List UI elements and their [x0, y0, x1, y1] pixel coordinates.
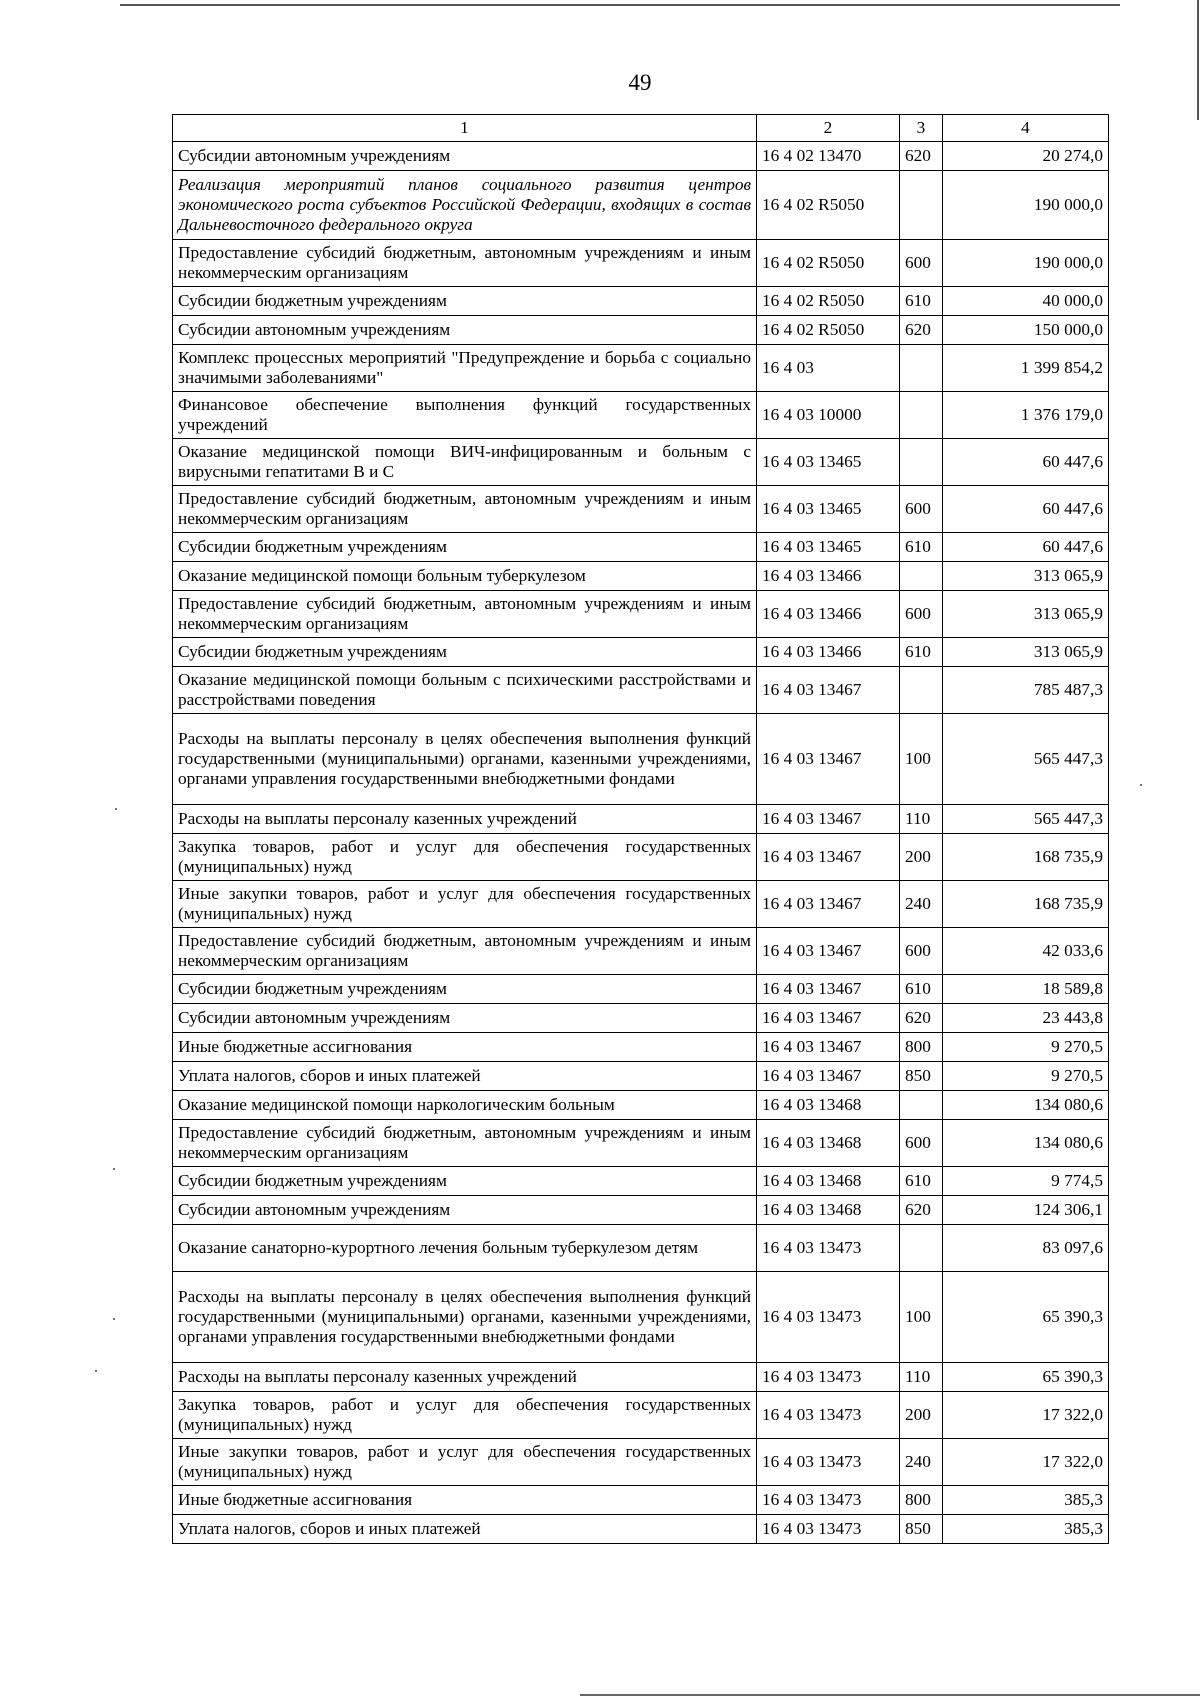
row-name-cell: Оказание медицинской помощи больным с психическими расстройствами и расстройствами поведения: [173, 667, 757, 714]
row-vr-cell: 620: [900, 142, 943, 171]
scan-speck: [1140, 784, 1142, 786]
row-sum-cell: 9 774,5: [943, 1167, 1109, 1196]
row-name-cell: Субсидии бюджетным учреждениям: [173, 533, 757, 562]
scan-speck: [95, 1370, 97, 1372]
row-sum-cell: 313 065,9: [943, 562, 1109, 591]
table-row: [173, 345, 1109, 392]
row-code-cell: 16 4 03 13473: [757, 1272, 900, 1363]
row-name-cell: Расходы на выплаты персоналу в целях обеспечения выполнения функций государственными (муниципальными) органами, казенными учреждениями, органами управления государственными внебюджетными фондами: [173, 714, 757, 805]
scan-speck: [113, 1318, 115, 1320]
table-row: [173, 1167, 1109, 1196]
row-name-cell: Субсидии автономным учреждениям: [173, 142, 757, 171]
row-sum-cell: 60 447,6: [943, 486, 1109, 533]
row-name-cell: Расходы на выплаты персоналу казенных учреждений: [173, 1363, 757, 1392]
row-sum-cell: 150 000,0: [943, 316, 1109, 345]
row-vr-cell: [900, 1225, 943, 1272]
row-name-cell: Оказание медицинской помощи больным туберкулезом: [173, 562, 757, 591]
row-code-cell: 16 4 03 13473: [757, 1486, 900, 1515]
table-row: [173, 1392, 1109, 1439]
row-vr-cell: [900, 562, 943, 591]
scan-speck: [115, 808, 117, 810]
row-name-cell: Предоставление субсидий бюджетным, автономным учреждениям и иным некоммерческим организациям: [173, 928, 757, 975]
row-code-cell: 16 4 03 13473: [757, 1225, 900, 1272]
row-vr-cell: 610: [900, 533, 943, 562]
row-code-cell: 16 4 03 13468: [757, 1091, 900, 1120]
row-vr-cell: 600: [900, 928, 943, 975]
row-sum-cell: 42 033,6: [943, 928, 1109, 975]
row-code-cell: 16 4 03 13465: [757, 486, 900, 533]
row-code-cell: 16 4 03 13468: [757, 1120, 900, 1167]
row-code-cell: 16 4 02 R5050: [757, 240, 900, 287]
row-code-cell: 16 4 03 13473: [757, 1363, 900, 1392]
row-sum-cell: 385,3: [943, 1486, 1109, 1515]
row-code-cell: 16 4 02 R5050: [757, 287, 900, 316]
row-code-cell: 16 4 03 13467: [757, 1033, 900, 1062]
row-vr-cell: 110: [900, 805, 943, 834]
row-code-cell: 16 4 03 10000: [757, 392, 900, 439]
row-code-cell: 16 4 03 13468: [757, 1167, 900, 1196]
table-row: [173, 240, 1109, 287]
row-code-cell: 16 4 03 13466: [757, 591, 900, 638]
row-code-cell: 16 4 03: [757, 345, 900, 392]
page-number: 49: [628, 70, 652, 95]
row-vr-cell: 240: [900, 881, 943, 928]
row-sum-cell: 134 080,6: [943, 1091, 1109, 1120]
row-vr-cell: 200: [900, 1392, 943, 1439]
row-sum-cell: 385,3: [943, 1515, 1109, 1544]
row-sum-cell: 65 390,3: [943, 1363, 1109, 1392]
row-vr-cell: 110: [900, 1363, 943, 1392]
row-sum-cell: 20 274,0: [943, 142, 1109, 171]
table-row: [173, 562, 1109, 591]
budget-table: [172, 114, 1109, 1544]
table-row: [173, 881, 1109, 928]
row-name-cell: Иные бюджетные ассигнования: [173, 1033, 757, 1062]
row-sum-cell: 40 000,0: [943, 287, 1109, 316]
row-code-cell: 16 4 03 13467: [757, 667, 900, 714]
table-row: [173, 975, 1109, 1004]
row-vr-cell: 600: [900, 1120, 943, 1167]
table-row: [173, 486, 1109, 533]
row-name-cell: Предоставление субсидий бюджетным, автономным учреждениям и иным некоммерческим организациям: [173, 591, 757, 638]
table-row: [173, 1091, 1109, 1120]
table-row: [173, 142, 1109, 171]
table-row: [173, 714, 1109, 805]
table-row: [173, 533, 1109, 562]
table-row: [173, 1062, 1109, 1091]
row-vr-cell: 100: [900, 1272, 943, 1363]
row-name-cell: Уплата налогов, сборов и иных платежей: [173, 1062, 757, 1091]
table-row: [173, 1272, 1109, 1363]
row-vr-cell: 800: [900, 1033, 943, 1062]
row-sum-cell: 23 443,8: [943, 1004, 1109, 1033]
row-name-cell: Предоставление субсидий бюджетным, автономным учреждениям и иным некоммерческим организациям: [173, 240, 757, 287]
table-row: [173, 1120, 1109, 1167]
table-row: [173, 1439, 1109, 1486]
row-code-cell: 16 4 03 13467: [757, 1062, 900, 1091]
table-row: [173, 1196, 1109, 1225]
row-vr-cell: 850: [900, 1515, 943, 1544]
row-code-cell: 16 4 02 R5050: [757, 316, 900, 345]
row-code-cell: 16 4 03 13467: [757, 805, 900, 834]
row-name-cell: Иные закупки товаров, работ и услуг для обеспечения государственных (муниципальных) нужд: [173, 1439, 757, 1486]
row-sum-cell: 785 487,3: [943, 667, 1109, 714]
row-sum-cell: 17 322,0: [943, 1439, 1109, 1486]
row-code-cell: 16 4 03 13467: [757, 714, 900, 805]
row-name-cell: Субсидии автономным учреждениям: [173, 1196, 757, 1225]
row-name-cell: Субсидии бюджетным учреждениям: [173, 975, 757, 1004]
row-vr-cell: 620: [900, 1196, 943, 1225]
row-vr-cell: 800: [900, 1486, 943, 1515]
row-sum-cell: 1 399 854,2: [943, 345, 1109, 392]
header-cell-name: 1: [173, 115, 757, 142]
row-name-cell: Оказание медицинской помощи наркологическим больным: [173, 1091, 757, 1120]
table-row: [173, 1363, 1109, 1392]
row-code-cell: 16 4 03 13465: [757, 533, 900, 562]
row-sum-cell: 9 270,5: [943, 1062, 1109, 1091]
row-sum-cell: 1 376 179,0: [943, 392, 1109, 439]
row-code-cell: 16 4 03 13467: [757, 834, 900, 881]
row-vr-cell: 610: [900, 287, 943, 316]
row-code-cell: 16 4 02 13470: [757, 142, 900, 171]
row-vr-cell: 610: [900, 975, 943, 1004]
table-row: [173, 316, 1109, 345]
table-row: [173, 1225, 1109, 1272]
row-sum-cell: 60 447,6: [943, 533, 1109, 562]
row-code-cell: 16 4 03 13473: [757, 1515, 900, 1544]
row-vr-cell: 240: [900, 1439, 943, 1486]
row-code-cell: 16 4 03 13468: [757, 1196, 900, 1225]
row-sum-cell: 9 270,5: [943, 1033, 1109, 1062]
table-row: [173, 1004, 1109, 1033]
table-row: [173, 1515, 1109, 1544]
header-cell-code: 2: [757, 115, 900, 142]
row-name-cell: Субсидии автономным учреждениям: [173, 316, 757, 345]
row-vr-cell: 610: [900, 638, 943, 667]
row-vr-cell: [900, 1091, 943, 1120]
row-sum-cell: 565 447,3: [943, 714, 1109, 805]
row-sum-cell: 313 065,9: [943, 591, 1109, 638]
table-row: [173, 392, 1109, 439]
table-row: [173, 834, 1109, 881]
row-vr-cell: 850: [900, 1062, 943, 1091]
row-code-cell: 16 4 03 13466: [757, 562, 900, 591]
table-row: [173, 805, 1109, 834]
row-name-cell: Закупка товаров, работ и услуг для обеспечения государственных (муниципальных) нужд: [173, 834, 757, 881]
row-name-cell: Предоставление субсидий бюджетным, автономным учреждениям и иным некоммерческим организациям: [173, 1120, 757, 1167]
row-sum-cell: 60 447,6: [943, 439, 1109, 486]
row-vr-cell: [900, 171, 943, 240]
row-code-cell: 16 4 03 13465: [757, 439, 900, 486]
row-name-cell: Реализация мероприятий планов социального развития центров экономического роста субъектов Российской Федерации, входящих в состав Дальневосточного федерального округа: [173, 171, 757, 240]
row-sum-cell: 17 322,0: [943, 1392, 1109, 1439]
table-row: [173, 638, 1109, 667]
row-sum-cell: 168 735,9: [943, 834, 1109, 881]
header-cell-sum: 4: [943, 115, 1109, 142]
row-sum-cell: 565 447,3: [943, 805, 1109, 834]
row-vr-cell: 600: [900, 240, 943, 287]
row-name-cell: Оказание медицинской помощи ВИЧ-инфицированным и больным с вирусными гепатитами В и С: [173, 439, 757, 486]
scan-edge-top: [120, 4, 1120, 6]
table-row: [173, 928, 1109, 975]
header-cell-vr: 3: [900, 115, 943, 142]
row-sum-cell: 124 306,1: [943, 1196, 1109, 1225]
row-code-cell: 16 4 03 13467: [757, 975, 900, 1004]
row-sum-cell: 190 000,0: [943, 240, 1109, 287]
row-code-cell: 16 4 03 13467: [757, 928, 900, 975]
row-name-cell: Субсидии автономным учреждениям: [173, 1004, 757, 1033]
row-name-cell: Закупка товаров, работ и услуг для обеспечения государственных (муниципальных) нужд: [173, 1392, 757, 1439]
row-sum-cell: 134 080,6: [943, 1120, 1109, 1167]
table-row: [173, 171, 1109, 240]
row-code-cell: 16 4 03 13466: [757, 638, 900, 667]
header-row: [173, 115, 1109, 142]
row-vr-cell: 600: [900, 486, 943, 533]
row-sum-cell: 18 589,8: [943, 975, 1109, 1004]
scan-edge-bottom: [580, 1694, 1200, 1696]
row-name-cell: Финансовое обеспечение выполнения функций государственных учреждений: [173, 392, 757, 439]
row-sum-cell: 313 065,9: [943, 638, 1109, 667]
row-name-cell: Расходы на выплаты персоналу казенных учреждений: [173, 805, 757, 834]
scan-speck: [113, 1168, 115, 1170]
row-name-cell: Оказание санаторно-курортного лечения больным туберкулезом детям: [173, 1225, 757, 1272]
table-row: [173, 667, 1109, 714]
table-row: [173, 591, 1109, 638]
row-vr-cell: 200: [900, 834, 943, 881]
row-vr-cell: [900, 439, 943, 486]
row-vr-cell: [900, 392, 943, 439]
row-name-cell: Расходы на выплаты персоналу в целях обеспечения выполнения функций государственными (муниципальными) органами, казенными учреждениями, органами управления государственными внебюджетными фондами: [173, 1272, 757, 1363]
row-vr-cell: [900, 667, 943, 714]
row-sum-cell: 190 000,0: [943, 171, 1109, 240]
row-sum-cell: 83 097,6: [943, 1225, 1109, 1272]
row-vr-cell: 600: [900, 591, 943, 638]
row-name-cell: Субсидии бюджетным учреждениям: [173, 1167, 757, 1196]
row-name-cell: Иные закупки товаров, работ и услуг для обеспечения государственных (муниципальных) нужд: [173, 881, 757, 928]
row-name-cell: Предоставление субсидий бюджетным, автономным учреждениям и иным некоммерческим организациям: [173, 486, 757, 533]
scan-edge-right: [1197, 0, 1199, 120]
row-name-cell: Иные бюджетные ассигнования: [173, 1486, 757, 1515]
row-vr-cell: 610: [900, 1167, 943, 1196]
row-vr-cell: [900, 345, 943, 392]
table-body: [173, 142, 1109, 1544]
row-code-cell: 16 4 03 13473: [757, 1439, 900, 1486]
row-vr-cell: 620: [900, 316, 943, 345]
row-code-cell: 16 4 03 13467: [757, 881, 900, 928]
row-vr-cell: 100: [900, 714, 943, 805]
table-row: [173, 1033, 1109, 1062]
table-row: [173, 1486, 1109, 1515]
row-name-cell: Уплата налогов, сборов и иных платежей: [173, 1515, 757, 1544]
row-sum-cell: 65 390,3: [943, 1272, 1109, 1363]
row-name-cell: Комплекс процессных мероприятий "Предупреждение и борьба с социально значимыми заболеваниями": [173, 345, 757, 392]
table-row: [173, 439, 1109, 486]
row-name-cell: Субсидии бюджетным учреждениям: [173, 638, 757, 667]
row-sum-cell: 168 735,9: [943, 881, 1109, 928]
row-vr-cell: 620: [900, 1004, 943, 1033]
row-name-cell: Субсидии бюджетным учреждениям: [173, 287, 757, 316]
row-code-cell: 16 4 02 R5050: [757, 171, 900, 240]
row-code-cell: 16 4 03 13473: [757, 1392, 900, 1439]
table-row: [173, 287, 1109, 316]
row-code-cell: 16 4 03 13467: [757, 1004, 900, 1033]
